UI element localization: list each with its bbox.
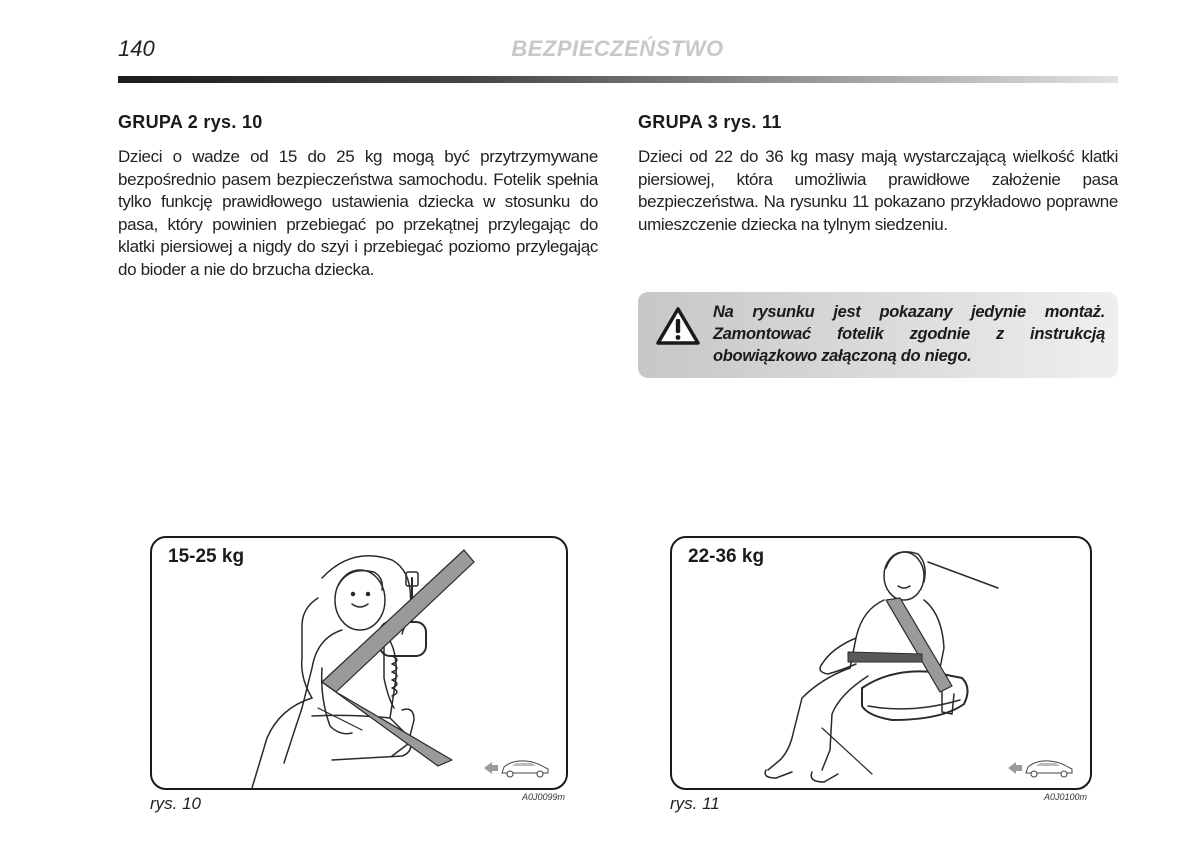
page-number: 140 <box>118 36 155 61</box>
left-column <box>118 112 598 281</box>
warning-text: Na rysunku jest pokazany jedynie montaż. Zamontować fotelik zgodnie z instrukcją obowiązkowo załączoną do niego. <box>713 303 1105 365</box>
figure-11-code: A0J0100m <box>1044 792 1088 802</box>
group-3-body: Dzieci od 22 do 36 kg masy mają wystarczającą wielkość klatki piersiowej, która umożliwia prawidłowe założenie pasa bezpieczeństwa. Na rysunku 11 pokazano przykładowo poprawne umieszczenie dziecka na tylnym siedzeniu. <box>638 147 1118 234</box>
section-title: BEZPIECZEŃSTWO <box>511 36 724 61</box>
car-rear-arrow-icon <box>1006 754 1076 780</box>
figure-10-code: A0J0099m <box>522 792 566 802</box>
group-3-heading: GRUPA 3 rys. 11 <box>638 112 782 132</box>
figure-10-frame <box>150 536 568 790</box>
car-rear-arrow-icon <box>482 754 552 780</box>
warning-box <box>638 292 1118 378</box>
header-rule <box>118 76 1118 83</box>
figure-11-frame <box>670 536 1092 790</box>
warning-triangle-icon <box>656 306 700 346</box>
figure-11-weight-label: 22-36 kg <box>688 546 765 567</box>
child-seat-group2-illustration <box>152 538 566 788</box>
group-2-body: Dzieci o wadze od 15 do 25 kg mogą być przytrzymywane bezpośrednio pasem bezpieczeństwa samochodu. Fotelik spełnia tylko funkcję prawidłowego ustawienia dziecka w stosunku do pasa, który powinien przebiegać po przekątnej przylegając do klatki piersiowej a nigdy do szyi i przebiegać poziomo przylegając do bioder a nie do brzucha dziecka. <box>118 147 598 279</box>
right-column <box>638 112 1118 236</box>
booster-seat-group3-illustration <box>672 538 1090 788</box>
figure-10-caption: rys. 10 <box>150 794 202 813</box>
figure-11-caption: rys. 11 <box>670 794 720 813</box>
figure-10-weight-label: 15-25 kg <box>168 546 245 567</box>
group-2-heading: GRUPA 2 rys. 10 <box>118 112 263 132</box>
